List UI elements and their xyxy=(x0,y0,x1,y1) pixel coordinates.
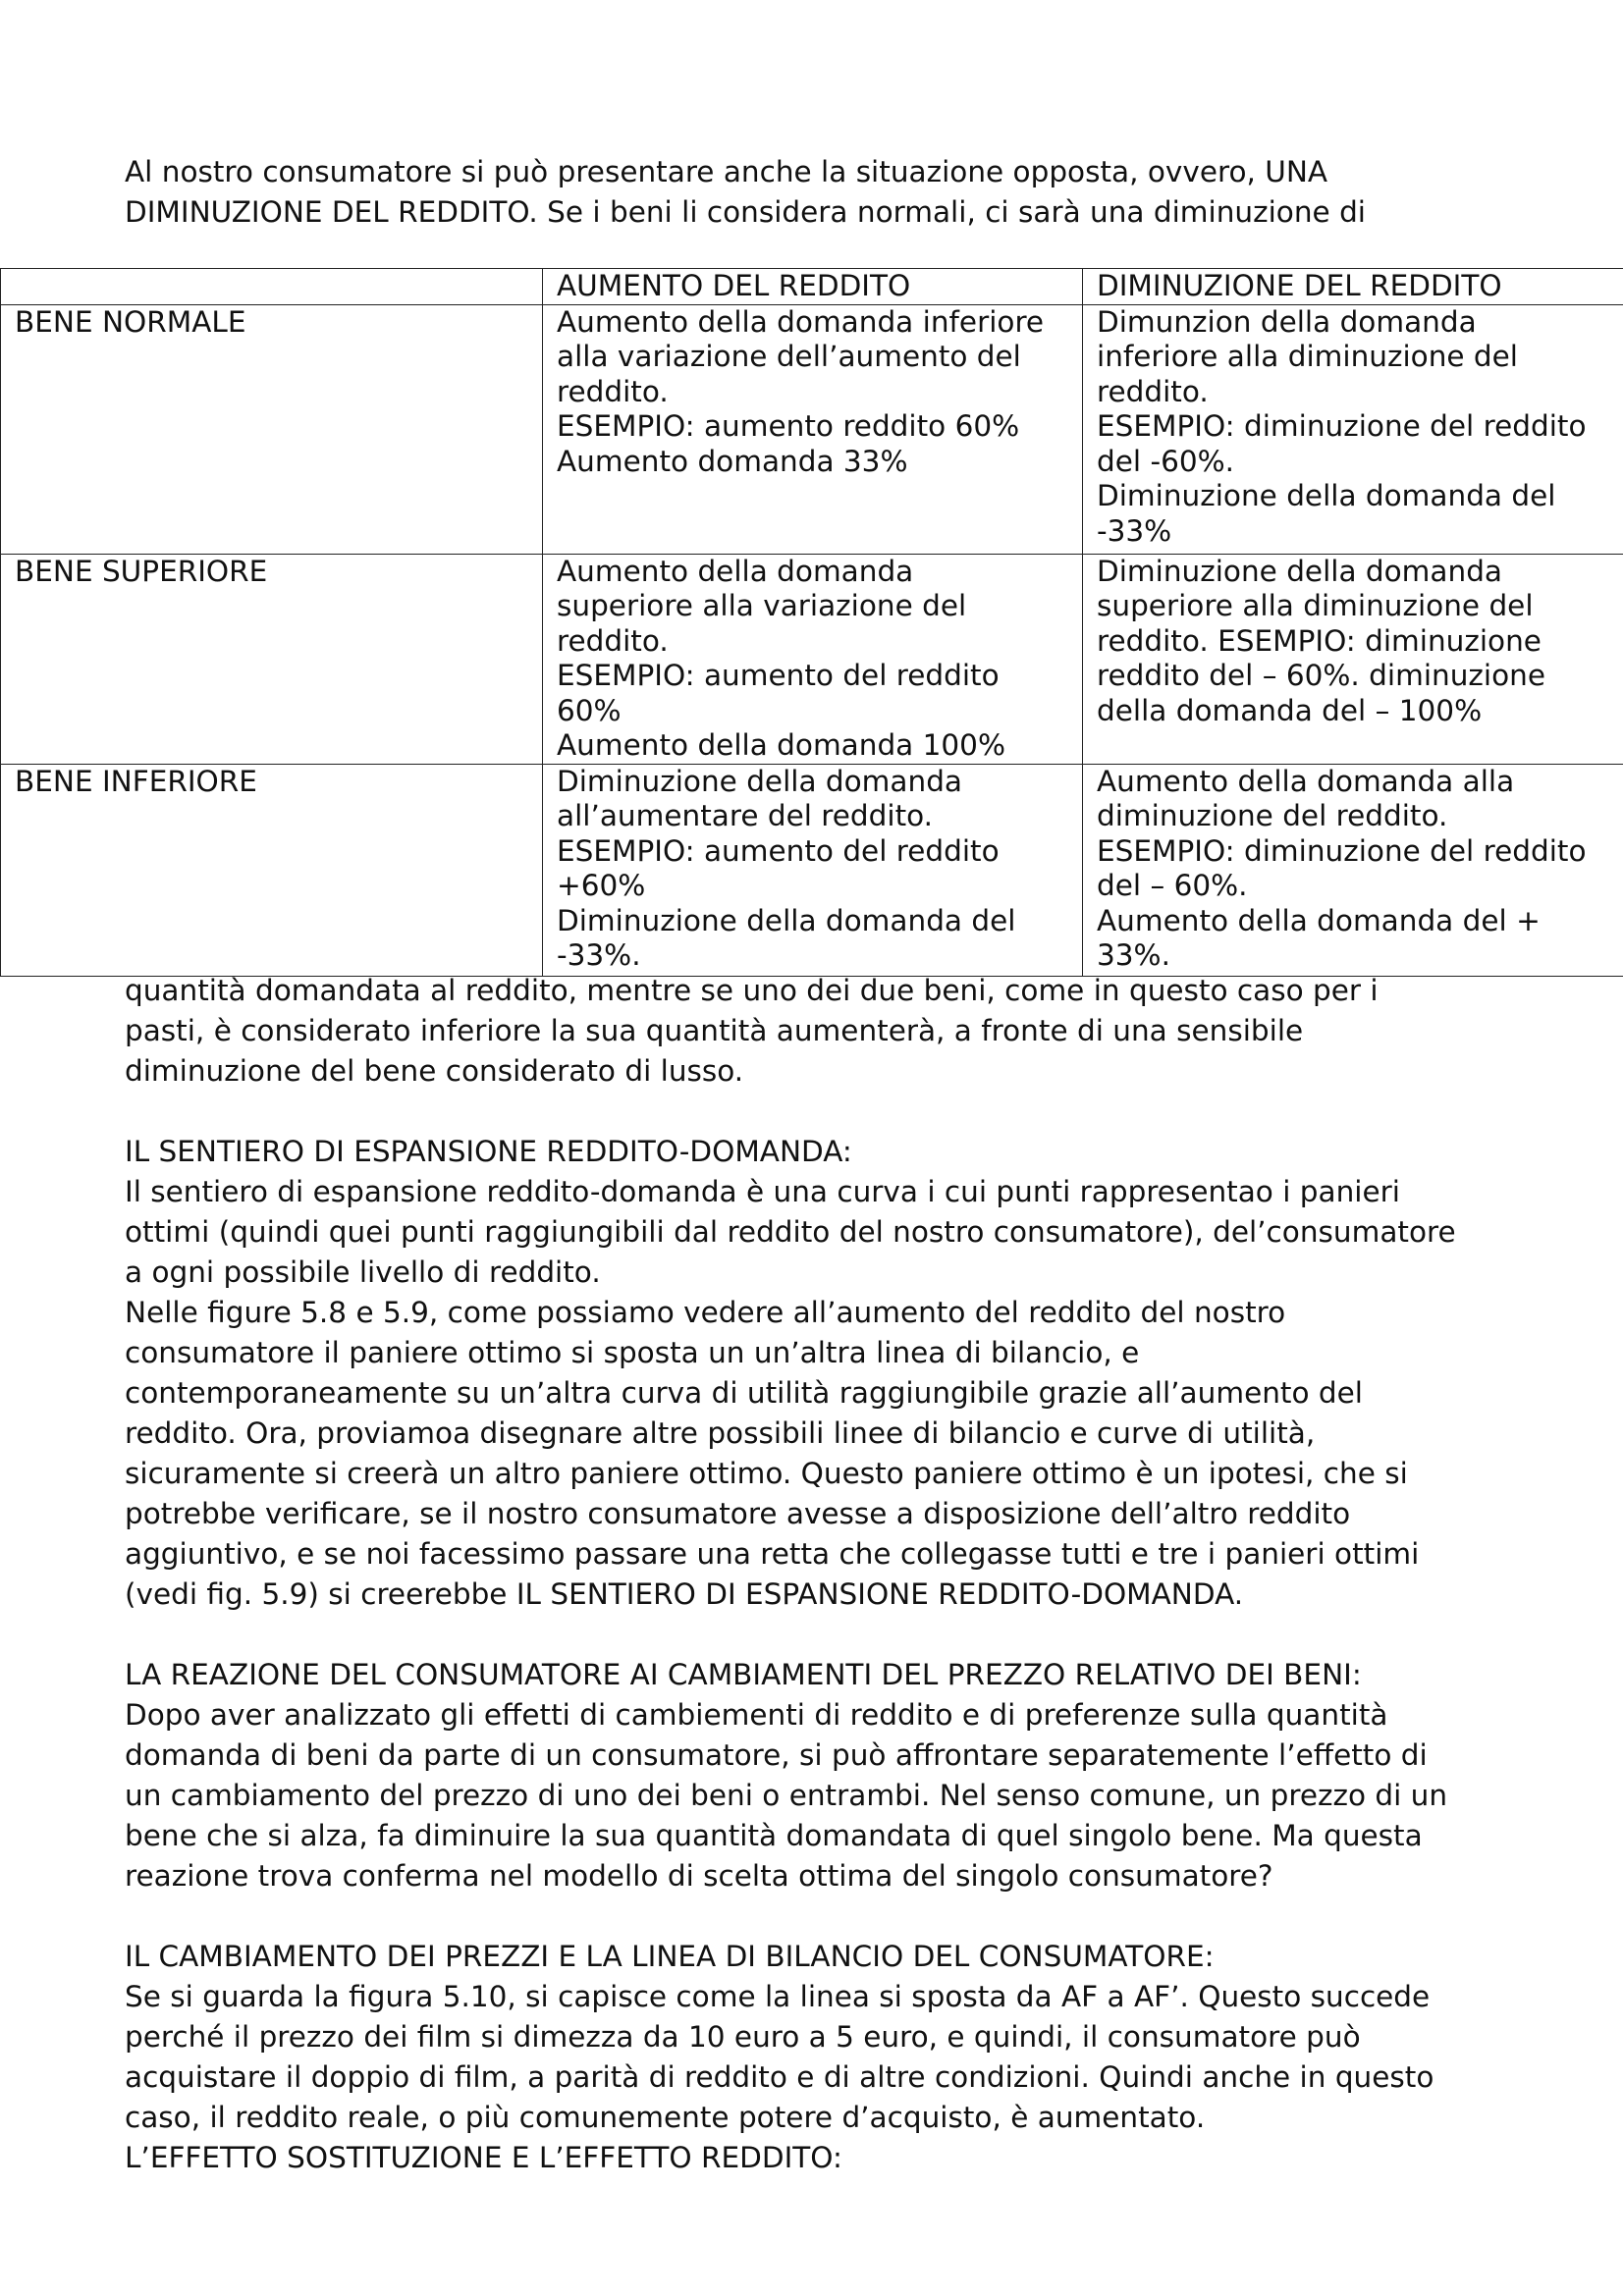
text-line: un cambiamento del prezzo di uno dei beni o entrambi. Nel senso comune, un prezzo di un xyxy=(125,1779,1448,1812)
intro-paragraph xyxy=(125,152,1366,233)
row-label: BENE INFERIORE xyxy=(1,764,543,976)
table-header-empty xyxy=(1,269,543,305)
income-demand-table xyxy=(0,268,1623,977)
table-header-row xyxy=(1,269,1623,305)
text-line: pasti, è considerato inferiore la sua quantità aumenterà, a fronte di una sensibile xyxy=(125,1014,1304,1047)
cell-line: alla variazione dell’aumento del xyxy=(557,340,1021,373)
text-line: L’EFFETTO SOSTITUZIONE E L’EFFETTO REDDITO: xyxy=(125,2141,842,2174)
text-line: acquistare il doppio di film, a parità di reddito e di altre condizioni. Quindi anche in questo xyxy=(125,2060,1434,2094)
text-line: ottimi (quindi quei punti raggiungibili dal reddito del nostro consumatore), del’consumatore xyxy=(125,1215,1456,1249)
text-line: consumatore il paniere ottimo si sposta un un’altra linea di bilancio, e xyxy=(125,1336,1140,1369)
cell-line: all’aumentare del reddito. xyxy=(557,799,934,832)
table-row-bene-superiore xyxy=(1,554,1623,764)
cell-line: Diminuzione della domanda del xyxy=(1097,479,1556,512)
text-line: quantità domandata al reddito, mentre se uno dei due beni, come in questo caso per i xyxy=(125,974,1379,1007)
cell-line: del -60%. xyxy=(1097,444,1235,478)
section-cambiamento-prezzi xyxy=(125,1937,1434,2178)
cell-diminuzione xyxy=(1083,764,1623,976)
section-reazione-consumatore xyxy=(125,1655,1447,1896)
cell-line: 33%. xyxy=(1097,938,1170,972)
cell-line: -33%. xyxy=(557,938,641,972)
section-heading: LA REAZIONE DEL CONSUMATORE AI CAMBIAMENTI DEL PREZZO RELATIVO DEI BENI: xyxy=(125,1658,1362,1691)
continuation-paragraph xyxy=(125,971,1379,1092)
cell-line: Aumento della domanda 100% xyxy=(557,728,1005,762)
cell-line: ESEMPIO: aumento reddito 60% xyxy=(557,409,1020,443)
cell-line: ESEMPIO: diminuzione del reddito xyxy=(1097,409,1587,443)
cell-line: diminuzione del reddito. xyxy=(1097,799,1448,832)
text-line: Al nostro consumatore si può presentare anche la situazione opposta, ovvero, UNA xyxy=(125,155,1328,188)
cell-line: reddito. xyxy=(557,623,669,658)
cell-line: +60% xyxy=(557,869,646,902)
cell-aumento xyxy=(543,304,1083,554)
text-line: Se si guarda la figura 5.10, si capisce come la linea si sposta da AF a AF’. Questo succede xyxy=(125,1980,1431,2013)
cell-line: superiore alla diminuzione del xyxy=(1097,589,1534,622)
cell-line: reddito. ESEMPIO: diminuzione xyxy=(1097,623,1542,658)
section-sentiero-espansione xyxy=(125,1132,1456,1615)
text-line: bene che si alza, fa diminuire la sua quantità domandata di quel singolo bene. Ma questa xyxy=(125,1819,1423,1852)
cell-line: del – 60%. xyxy=(1097,869,1248,902)
text-line: potrebbe verificare, se il nostro consumatore avesse a disposizione dell’altro reddito xyxy=(125,1497,1351,1530)
row-label: BENE SUPERIORE xyxy=(1,554,543,764)
text-line: Il sentiero di espansione reddito-domanda è una curva i cui punti rappresentao i panieri xyxy=(125,1175,1400,1208)
text-line: Nelle figure 5.8 e 5.9, come possiamo vedere all’aumento del reddito del nostro xyxy=(125,1296,1286,1329)
cell-line: reddito. xyxy=(1097,374,1209,408)
cell-aumento xyxy=(543,764,1083,976)
text-line: a ogni possibile livello di reddito. xyxy=(125,1255,601,1289)
cell-line: Diminuzione della domanda xyxy=(557,764,962,798)
text-line: diminuzione del bene considerato di lusso. xyxy=(125,1054,744,1088)
cell-line: ESEMPIO: diminuzione del reddito xyxy=(1097,833,1587,868)
cell-line: Aumento della domanda inferiore xyxy=(557,304,1045,339)
section-heading: IL SENTIERO DI ESPANSIONE REDDITO-DOMANDA: xyxy=(125,1135,852,1168)
cell-line: reddito. xyxy=(557,374,669,408)
text-line: aggiuntivo, e se noi facessimo passare una retta che collegasse tutti e tre i panieri ottimi xyxy=(125,1537,1420,1571)
table-header-aumento: AUMENTO DEL REDDITO xyxy=(543,269,1083,305)
cell-line: Aumento della domanda xyxy=(557,554,914,588)
row-label: BENE NORMALE xyxy=(1,304,543,554)
cell-line: ESEMPIO: aumento del reddito xyxy=(557,833,1000,868)
table-header-diminuzione: DIMINUZIONE DEL REDDITO xyxy=(1083,269,1623,305)
text-line: caso, il reddito reale, o più comunemente potere d’acquisto, è aumentato. xyxy=(125,2101,1206,2134)
text-line: contemporaneamente su un’altra curva di utilità raggiungibile grazie all’aumento del xyxy=(125,1376,1363,1410)
cell-line: reddito del – 60%. diminuzione xyxy=(1097,659,1545,692)
cell-line: Diminuzione della domanda del xyxy=(557,903,1016,937)
cell-diminuzione xyxy=(1083,554,1623,764)
text-line: reazione trova conferma nel modello di scelta ottima del singolo consumatore? xyxy=(125,1859,1273,1893)
cell-line: Diminuzione della domanda xyxy=(1097,554,1502,588)
cell-line: Dimunzion della domanda xyxy=(1097,304,1477,339)
text-line: DIMINUZIONE DEL REDDITO. Se i beni li considera normali, ci sarà una diminuzione di xyxy=(125,195,1366,229)
text-line: perché il prezzo dei film si dimezza da 10 euro a 5 euro, e quindi, il consumatore può xyxy=(125,2020,1361,2054)
text-line: (vedi fig. 5.9) si creerebbe IL SENTIERO DI ESPANSIONE REDDITO-DOMANDA. xyxy=(125,1577,1244,1611)
cell-line: inferiore alla diminuzione del xyxy=(1097,340,1519,373)
cell-line: Aumento della domanda alla xyxy=(1097,764,1515,798)
table-row-bene-normale xyxy=(1,304,1623,554)
cell-line: ESEMPIO: aumento del reddito xyxy=(557,659,1000,692)
cell-line: della domanda del – 100% xyxy=(1097,693,1483,727)
cell-line: 60% xyxy=(557,693,622,727)
cell-aumento xyxy=(543,554,1083,764)
text-line: Dopo aver analizzato gli effetti di cambiementi di reddito e di preferenze sulla quantità xyxy=(125,1698,1388,1732)
cell-line: superiore alla variazione del xyxy=(557,589,967,622)
cell-diminuzione xyxy=(1083,304,1623,554)
text-line: reddito. Ora, proviamoa disegnare altre possibili linee di bilancio e curve di utilità, xyxy=(125,1416,1316,1450)
cell-line: Aumento domanda 33% xyxy=(557,444,908,478)
text-line: sicuramente si creerà un altro paniere ottimo. Questo paniere ottimo è un ipotesi, che si xyxy=(125,1457,1408,1490)
cell-line: Aumento della domanda del + xyxy=(1097,903,1541,937)
section-heading: IL CAMBIAMENTO DEI PREZZI E LA LINEA DI BILANCIO DEL CONSUMATORE: xyxy=(125,1940,1215,1973)
text-line: domanda di beni da parte di un consumatore, si può affrontare separatemente l’effetto di xyxy=(125,1738,1428,1772)
table-row-bene-inferiore xyxy=(1,764,1623,976)
cell-line: -33% xyxy=(1097,513,1172,548)
